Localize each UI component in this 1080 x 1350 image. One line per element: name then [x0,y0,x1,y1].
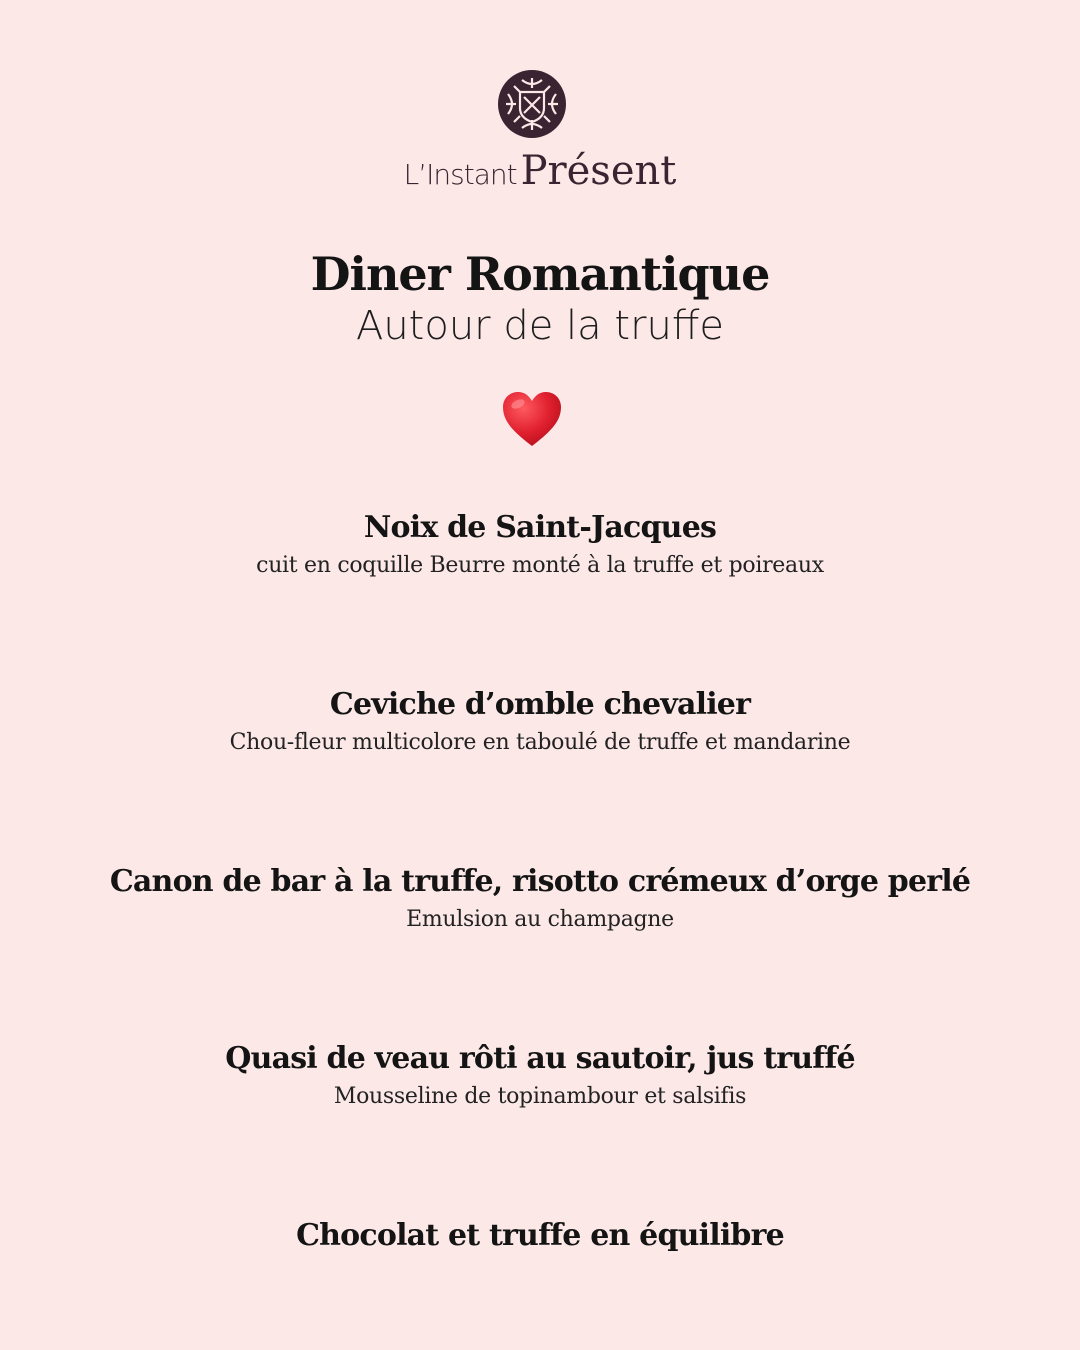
course-item [0,1216,1080,1256]
course-description: cuit en coquille Beurre monté à la truffe et poireaux [256,553,824,578]
course-item [0,508,1080,582]
brand-name-strong: Présent [520,148,677,194]
course-name: Quasi de veau rôti au sautoir, jus truffé [225,1041,855,1076]
course-name: Ceviche d’omble chevalier [329,687,751,722]
heart-icon [501,390,563,448]
course-name: Chocolat et truffe en équilibre [296,1218,784,1253]
course-item [0,862,1080,936]
course-description: Emulsion au champagne [406,907,674,932]
course-description: Chou-fleur multicolore en taboulé de truffe et mandarine [229,730,851,755]
course-name: Noix de Saint-Jacques [363,510,717,545]
brand-name-light: L’Instant [403,158,517,191]
brand-name [0,148,1080,194]
course-item [0,685,1080,759]
brand-emblem-icon [498,70,566,138]
menu-title: Diner Romantique [310,247,770,301]
course-name: Canon de bar à la truffe, risotto crémeux d’orge perlé [109,864,971,899]
course-item [0,1039,1080,1113]
menu-subtitle: Autour de la truffe [355,303,725,349]
course-description: Mousseline de topinambour et salsifis [333,1084,747,1109]
